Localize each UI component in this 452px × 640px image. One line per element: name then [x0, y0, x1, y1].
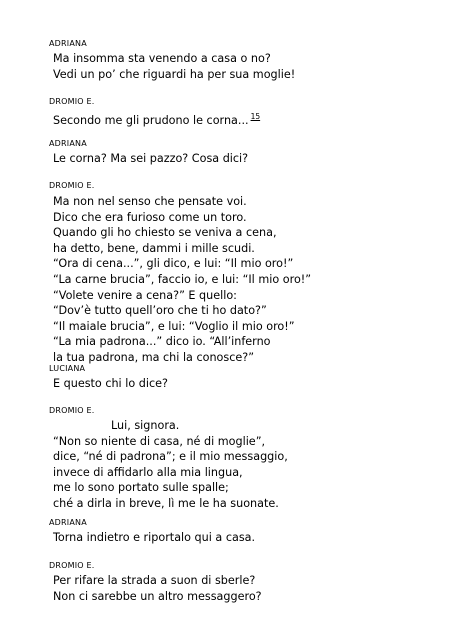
speech-line: “Non so niente di casa, né di moglie”,	[53, 434, 266, 448]
speech-line: Quando gli ho chiesto se veniva a cena,	[53, 226, 277, 240]
speech	[53, 194, 311, 366]
speech-line-text: Secondo me gli prudono le corna...	[53, 114, 249, 127]
speech-line: “Ora di cena...”, gli dico, e lui: “Il mio oro!”	[53, 257, 294, 271]
speaker-name: DROMIO E.	[49, 97, 95, 106]
speech-line: Vedi un po’ che riguardi ha per sua moglie!	[53, 67, 296, 81]
speech-line: Non ci sarebbe un altro messaggero?	[53, 589, 262, 603]
speech-line: E questo chi lo dice?	[53, 377, 168, 390]
speaker-name: LUCIANA	[49, 364, 86, 373]
speech-line: “Il maiale brucia”, e lui: “Voglio il mio oro!”	[53, 319, 295, 333]
speech-line: “La mia padrona...” dico io. “All’inferno	[53, 335, 271, 349]
speaker-name: ADRIANA	[49, 139, 87, 148]
speech-line: “Volete venire a cena?” E quello:	[53, 288, 237, 302]
speech	[53, 530, 255, 546]
speaker-name: ADRIANA	[49, 39, 87, 48]
speech-line: ché a dirla in breve, lì me le ha suonate.	[53, 496, 279, 510]
speaker-name: DROMIO E.	[49, 181, 95, 190]
speech-line: Lui, signora.	[111, 419, 180, 432]
speech-line: “Dov’è tutto quell’oro che ti ho dato?”	[53, 304, 267, 318]
speech-line: “La carne brucia”, faccio io, e lui: “Il mio oro!”	[53, 272, 312, 286]
speech-line	[53, 109, 260, 125]
speech-line: Per rifare la strada a suon di sberle?	[53, 574, 256, 587]
speech	[53, 418, 288, 512]
speaker-name: DROMIO E.	[49, 406, 95, 415]
speech	[53, 51, 295, 82]
speech-line: dice, “né di padrona”; e il mio messaggio,	[53, 450, 288, 464]
speech	[53, 376, 168, 392]
speech-line: Ma non nel senso che pensate voi.	[53, 195, 247, 208]
speech	[53, 151, 248, 167]
speech-line: Ma insomma sta venendo a casa o no?	[53, 52, 271, 65]
speaker-name: ADRIANA	[49, 518, 87, 527]
speech-line: Le corna? Ma sei pazzo? Cosa dici?	[53, 152, 249, 165]
speaker-name: DROMIO E.	[49, 561, 95, 570]
speech-line: me lo sono portato sulle spalle;	[53, 481, 229, 495]
speech	[53, 573, 262, 604]
speech	[53, 109, 260, 125]
speech-line: ha detto, bene, dammi i mille scudi.	[53, 241, 255, 255]
speech-line: Dico che era furioso come un toro.	[53, 210, 247, 224]
speech-line: Torna indietro e riportalo qui a casa.	[53, 531, 256, 544]
footnote-link[interactable]: 15	[250, 112, 261, 121]
speech-line: invece di affidarlo alla mia lingua,	[53, 465, 243, 479]
speech-line: la tua padrona, ma chi la conosce?”	[53, 350, 254, 364]
